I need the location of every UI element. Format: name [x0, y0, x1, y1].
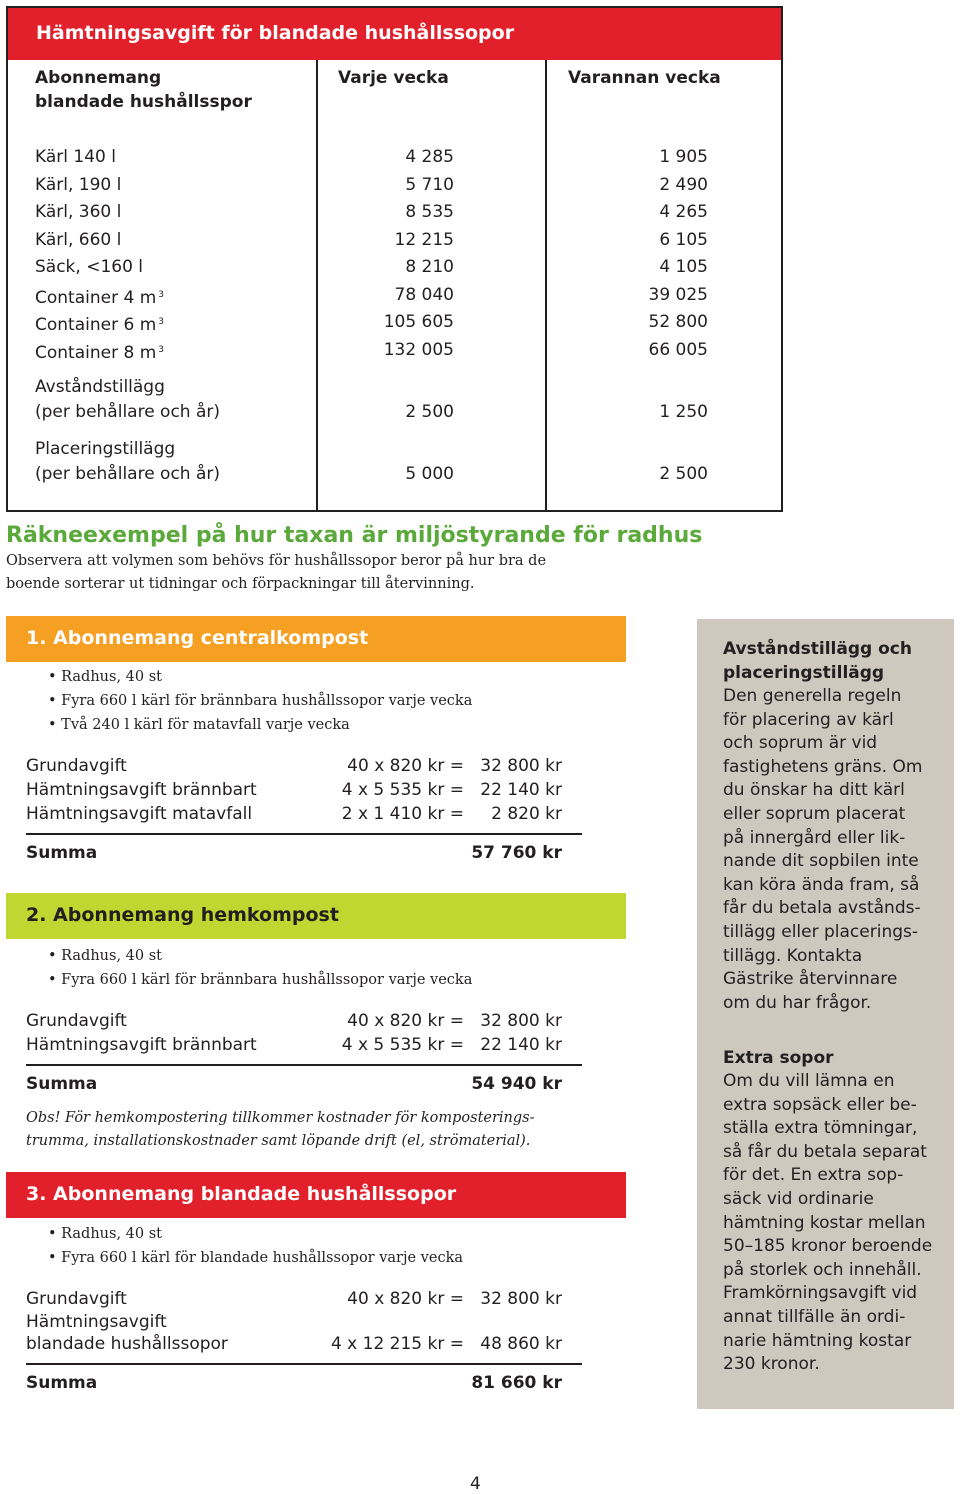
example-note-line: Observera att volymen som behövs för hushållssopor beror på hur bra de — [6, 553, 547, 569]
fee-row-label: (per behållare och år) — [35, 464, 221, 484]
obs-line: trumma, installationskostnader samt löpande drift (el, strömaterial). — [26, 1133, 531, 1149]
sidebar-text-line: annat tillfälle än ordi- — [723, 1306, 906, 1327]
header-biweekly: Varannan vecka — [568, 68, 721, 88]
sidebar-paragraph-fees — [723, 685, 922, 1015]
calc-amount: 48 860 kr — [480, 1334, 562, 1354]
case2-bullets — [48, 944, 472, 992]
sidebar-text-line: så får du betala separat — [723, 1141, 927, 1162]
fee-row-label: Avståndstillägg — [35, 377, 165, 397]
bullet-item: • Radhus, 40 st — [48, 669, 163, 685]
sidebar-text-line: Den generella regeln — [723, 686, 902, 706]
case2-obs-note — [26, 1107, 535, 1153]
calc-label: Hämtningsavgift brännbart — [26, 780, 257, 800]
bullet-item: • Radhus, 40 st — [48, 948, 163, 964]
fee-weekly-value: 8 210 — [405, 257, 454, 277]
case1-bullets — [48, 665, 472, 737]
fee-row-label: Container 4 m $^3$ — [35, 287, 164, 308]
header-subscription-line1: Abonnemang — [35, 68, 162, 88]
column-divider — [545, 60, 547, 510]
sidebar-text-line: för det. En extra sop- — [723, 1165, 904, 1186]
sum-label: Summa — [26, 1373, 98, 1393]
calc-formula: 4 x 5 535 kr = — [341, 1035, 464, 1055]
header-subscription-line2: blandade hushållsspor — [35, 92, 252, 112]
example-note-line: boende sorterar ut tidningar och förpackningar till återvinning. — [6, 576, 475, 592]
sidebar-text-line: på storlek och innehåll. — [723, 1259, 922, 1280]
fee-weekly-value: 78 040 — [394, 284, 454, 305]
sidebar-text-line: tillägg. Kontakta — [723, 945, 863, 966]
info-sidebar — [697, 619, 954, 1409]
fee-row-label: Container 6 m $^3$ — [35, 315, 164, 335]
case3-title: 3. Abonnemang blandade hushållssopor — [26, 1183, 457, 1205]
fee-weekly-value: 105 605 — [383, 312, 454, 332]
calc-amount: 32 800 kr — [480, 756, 562, 776]
bullet-item: • Fyra 660 l kärl för brännbara hushållssopor varje vecka — [48, 972, 473, 988]
fee-biweekly-value: 66 005 — [648, 339, 708, 360]
fee-row-label: (per behållare och år) — [35, 402, 221, 422]
fee-table — [6, 6, 783, 512]
calc-label: Hämtningsavgift matavfall — [26, 804, 253, 824]
fee-weekly-value: 132 005 — [383, 339, 454, 360]
fee-table-title: Hämtningsavgift för blandade hushållssopor — [36, 22, 515, 44]
calc-amount: 32 800 kr — [480, 1289, 562, 1309]
calc-formula: 40 x 820 kr = — [347, 1289, 464, 1309]
calc-formula: 4 x 12 215 kr = — [330, 1334, 464, 1354]
calc-amount: 2 820 kr — [491, 804, 562, 824]
sidebar-text-line: Gästrike återvinnare — [723, 969, 898, 990]
sum-value: 54 940 kr — [471, 1074, 562, 1094]
sidebar-heading-fees — [723, 637, 912, 685]
sidebar-text-line: extra sopsäck eller be- — [723, 1094, 917, 1115]
fee-biweekly-value: 1 905 — [659, 147, 708, 167]
fee-row-label: Kärl, 660 l — [35, 229, 122, 250]
divider — [26, 1363, 582, 1365]
sidebar-text-line: nande dit sopbilen inte — [723, 851, 919, 872]
column-divider — [316, 60, 318, 510]
calc-formula: 40 x 820 kr = — [347, 1011, 464, 1031]
sidebar-text-line: du önskar ha ditt kärl — [723, 780, 905, 801]
calc-formula: 2 x 1 410 kr = — [341, 804, 464, 824]
sidebar-text-line: Om du vill lämna en — [723, 1071, 895, 1091]
fee-biweekly-value: 39 025 — [648, 284, 708, 305]
case1-title-bar — [6, 616, 626, 662]
fee-weekly-value: 4 285 — [405, 147, 454, 167]
fee-row-label: Kärl, 360 l — [35, 202, 122, 222]
case3-title-bar — [6, 1172, 626, 1218]
case2-title: 2. Abonnemang hemkompost — [26, 904, 339, 926]
sidebar-text-line: 50–185 kronor beroende — [723, 1236, 933, 1257]
calc-label: Grundavgift — [26, 756, 127, 776]
sidebar-text-line: för placering av kärl — [723, 709, 894, 730]
sidebar-text-line: kan köra ända fram, så — [723, 874, 920, 895]
sidebar-text-line: får du betala avstånds- — [723, 898, 921, 919]
sidebar-text-line: om du har frågor. — [723, 992, 872, 1013]
fee-biweekly-value: 4 265 — [659, 202, 708, 222]
fee-biweekly-value: 52 800 — [648, 312, 708, 332]
calc-label: Hämtningsavgift brännbart — [26, 1035, 257, 1055]
case3-bullets — [48, 1222, 463, 1270]
calc-amount: 32 800 kr — [480, 1011, 562, 1031]
calc-amount: 22 140 kr — [480, 780, 562, 800]
calc-formula: 40 x 820 kr = — [347, 756, 464, 776]
sidebar-text-line: på innergård eller lik- — [723, 827, 906, 848]
sum-value: 81 660 kr — [471, 1373, 562, 1393]
fee-biweekly-value: 1 250 — [659, 402, 708, 422]
unit-superscript: 3 — [158, 289, 164, 300]
sidebar-text-line: narie hämtning kostar — [723, 1330, 912, 1351]
sum-value: 57 760 kr — [471, 843, 562, 863]
calc-label: blandade hushållssopor — [26, 1334, 228, 1354]
sidebar-text-line: tillägg eller placerings- — [723, 921, 919, 942]
fee-table-title-bar — [8, 8, 781, 60]
sidebar-heading-line: placeringstillägg — [723, 663, 885, 683]
bullet-item: • Radhus, 40 st — [48, 1226, 163, 1242]
fee-row-label: Container 8 m $^3$ — [35, 342, 164, 363]
divider — [26, 1064, 582, 1066]
fee-biweekly-value: 4 105 — [659, 257, 708, 277]
example-note — [6, 550, 546, 596]
sidebar-heading-extra: Extra sopor — [723, 1048, 834, 1068]
sidebar-text-line: säck vid ordinarie — [723, 1188, 874, 1209]
calc-amount: 22 140 kr — [480, 1035, 562, 1055]
calc-label: Grundavgift — [26, 1011, 127, 1031]
sum-label: Summa — [26, 1074, 98, 1094]
fee-weekly-value: 5 000 — [405, 464, 454, 484]
obs-line: Obs! För hemkompostering tillkommer kostnader för komposterings- — [26, 1110, 535, 1126]
sidebar-text-line: fastighetens gräns. Om — [723, 756, 923, 777]
header-subscription — [35, 66, 252, 114]
page-number: 4 — [470, 1474, 481, 1494]
sidebar-text-line: hämtning kostar mellan — [723, 1212, 926, 1233]
divider — [26, 833, 582, 835]
unit-superscript: 3 — [158, 344, 164, 355]
unit-superscript: 3 — [158, 317, 164, 327]
fee-weekly-value: 8 535 — [405, 202, 454, 222]
bullet-item: • Fyra 660 l kärl för blandade hushållssopor varje vecka — [48, 1250, 463, 1266]
header-weekly: Varje vecka — [338, 68, 449, 88]
calc-formula: 4 x 5 535 kr = — [341, 780, 464, 800]
fee-biweekly-value: 2 490 — [659, 174, 708, 195]
sidebar-text-line: ställa extra tömningar, — [723, 1118, 918, 1139]
sidebar-text-line: 230 kronor. — [723, 1354, 820, 1375]
case1-title: 1. Abonnemang centralkompost — [26, 627, 369, 649]
fee-biweekly-value: 6 105 — [659, 229, 708, 250]
calc-label: Grundavgift — [26, 1289, 127, 1309]
fee-row-label: Kärl, 190 l — [35, 174, 122, 195]
fee-weekly-value: 2 500 — [405, 402, 454, 422]
case2-title-bar — [6, 893, 626, 939]
sum-label: Summa — [26, 843, 98, 863]
fee-row-label: Säck, <160 l — [35, 257, 144, 277]
bullet-item: • Två 240 l kärl för matavfall varje vecka — [48, 717, 350, 733]
sidebar-text-line: och soprum är vid — [723, 733, 878, 754]
fee-row-label: Placeringstillägg — [35, 439, 176, 459]
sidebar-text-line: eller soprum placerat — [723, 803, 906, 824]
sidebar-paragraph-extra — [723, 1070, 932, 1377]
example-heading: Räkneexempel på hur taxan är miljöstyrande för radhus — [6, 523, 703, 548]
fee-row-label: Kärl 140 l — [35, 147, 116, 167]
sidebar-text-line: Framkörningsavgift vid — [723, 1283, 918, 1304]
fee-weekly-value: 5 710 — [405, 174, 454, 195]
fee-biweekly-value: 2 500 — [659, 464, 708, 484]
calc-label: Hämtningsavgift — [26, 1312, 167, 1332]
sidebar-heading-line: Avståndstillägg och — [723, 639, 912, 659]
fee-weekly-value: 12 215 — [394, 229, 454, 250]
bullet-item: • Fyra 660 l kärl för brännbara hushållssopor varje vecka — [48, 693, 473, 709]
